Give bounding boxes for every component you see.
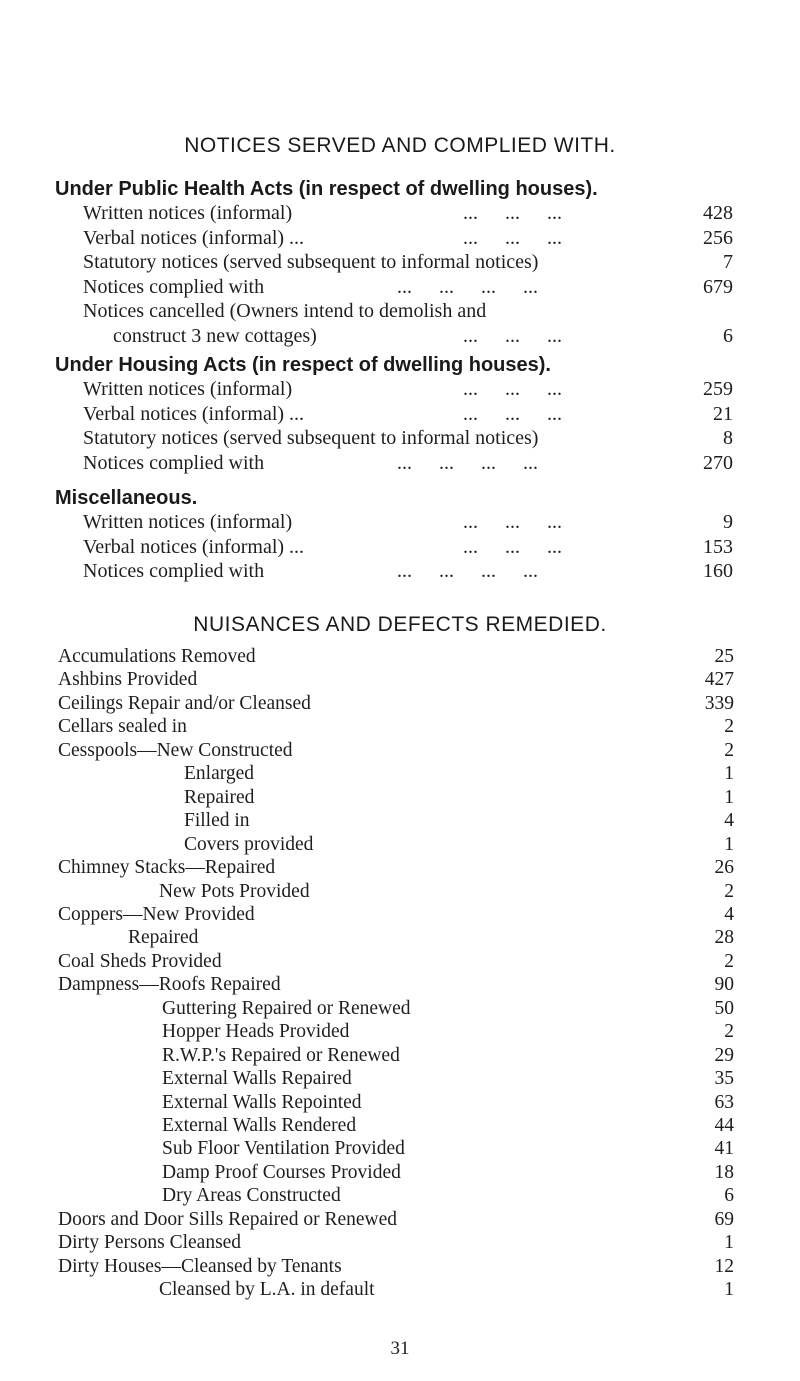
nuisance-row <box>58 973 734 996</box>
nuisance-value: 44 <box>714 1115 734 1136</box>
section-title-miscellaneous: Miscellaneous. <box>55 487 198 509</box>
notice-value: 270 <box>703 451 733 474</box>
notice-value: 8 <box>723 427 733 449</box>
page-number: 31 <box>390 1338 410 1359</box>
nuisance-label: Coppers—New Provided <box>58 903 255 925</box>
notice-label: Verbal notices (informal) ... <box>83 226 305 249</box>
dot-leader: ... ... ... <box>463 378 562 400</box>
nuisance-label: Sub Floor Ventilation Provided <box>162 1138 405 1160</box>
nuisance-row <box>58 1114 734 1137</box>
nuisance-label: Cellars sealed in <box>58 716 187 738</box>
nuisance-value: 2 <box>724 716 734 738</box>
notice-value: 160 <box>703 560 733 582</box>
notice-value: 21 <box>713 402 733 425</box>
nuisance-value: 339 <box>704 692 734 714</box>
notice-value: 7 <box>723 251 733 273</box>
nuisance-row <box>58 1278 734 1301</box>
notice-label: Notices complied with <box>83 560 265 582</box>
notice-value: 153 <box>703 535 733 558</box>
nuisance-label: Covers provided <box>184 833 314 855</box>
nuisance-row <box>58 926 734 949</box>
nuisance-row <box>58 903 734 926</box>
notice-value: 259 <box>703 378 733 400</box>
notice-row <box>83 299 733 323</box>
nuisance-value: 50 <box>714 997 734 1019</box>
nuisance-value: 25 <box>714 646 734 667</box>
nuisance-label: Enlarged <box>184 763 255 785</box>
nuisance-value: 427 <box>704 669 734 691</box>
dot-leader: ... ... ... <box>463 402 562 425</box>
nuisance-label: R.W.P.'s Repaired or Renewed <box>162 1044 400 1066</box>
notice-row <box>113 324 733 348</box>
nuisance-value: 12 <box>714 1255 734 1277</box>
nuisance-label: Cesspools—New Constructed <box>58 739 293 761</box>
dot-leader: ... ... ... ... <box>397 275 538 298</box>
nuisance-row <box>58 880 734 903</box>
nuisance-label: Guttering Repaired or Renewed <box>162 997 411 1019</box>
nuisance-value: 2 <box>724 1021 734 1043</box>
nuisance-label: Chimney Stacks—Repaired <box>58 857 276 879</box>
nuisance-row <box>58 1184 734 1207</box>
nuisance-value: 18 <box>714 1161 734 1183</box>
dot-leader: ... ... ... <box>463 324 562 347</box>
nuisance-row <box>58 1255 734 1278</box>
notice-label: Notices cancelled (Owners intend to demolish and <box>83 300 487 322</box>
nuisance-value: 4 <box>724 903 734 925</box>
nuisance-value: 69 <box>714 1208 734 1230</box>
notice-row <box>83 426 733 450</box>
dot-leader: ... ... ... <box>463 535 562 558</box>
nuisance-label: Repaired <box>184 786 255 808</box>
nuisance-label: New Pots Provided <box>159 880 310 902</box>
nuisance-row <box>58 762 734 785</box>
nuisance-label: Doors and Door Sills Repaired or Renewed <box>58 1208 398 1230</box>
nuisance-row <box>58 856 734 879</box>
nuisance-value: 1 <box>724 786 734 808</box>
nuisance-value: 1 <box>724 833 734 855</box>
nuisance-value: 6 <box>724 1185 734 1207</box>
nuisance-value: 29 <box>714 1044 734 1066</box>
nuisance-value: 1 <box>724 1232 734 1254</box>
nuisance-value: 2 <box>724 950 734 972</box>
notice-value: 6 <box>723 324 733 347</box>
dot-leader: ... ... ... ... <box>397 451 538 474</box>
nuisance-label: Cleansed by L.A. in default <box>159 1279 375 1301</box>
nuisance-value: 28 <box>714 927 734 949</box>
nuisance-label: Ceilings Repair and/or Cleansed <box>58 692 311 714</box>
notice-row <box>83 535 733 559</box>
notice-value: 428 <box>703 202 733 224</box>
notice-row <box>83 559 733 583</box>
nuisance-label: External Walls Repaired <box>162 1068 352 1090</box>
section-title-housing: Under Housing Acts (in respect of dwelling houses). <box>55 354 551 376</box>
nuisance-row <box>58 1137 734 1160</box>
section-title-public-health: Under Public Health Acts (in respect of dwelling houses). <box>55 178 598 200</box>
nuisance-row <box>58 950 734 973</box>
notice-row <box>83 451 733 475</box>
nuisance-value: 2 <box>724 880 734 902</box>
notice-label: Written notices (informal) <box>83 202 293 224</box>
nuisance-row <box>58 1020 734 1043</box>
nuisance-row <box>58 1208 734 1231</box>
nuisance-row <box>58 692 734 715</box>
nuisance-row <box>58 1067 734 1090</box>
nuisance-label: Hopper Heads Provided <box>162 1021 350 1043</box>
nuisance-label: External Walls Rendered <box>162 1115 357 1136</box>
nuisance-row <box>58 1231 734 1254</box>
nuisance-label: Ashbins Provided <box>58 669 198 691</box>
nuisance-value: 2 <box>724 739 734 761</box>
dot-leader: ... ... ... <box>463 202 562 224</box>
notice-row <box>83 201 733 225</box>
nuisance-label: Dry Areas Constructed <box>162 1185 341 1207</box>
notice-label: Notices complied with <box>83 275 265 298</box>
nuisance-value: 63 <box>714 1091 734 1113</box>
dot-leader: ... ... ... <box>463 511 562 533</box>
nuisance-row <box>58 715 734 738</box>
nuisance-label: Accumulations Removed <box>58 646 256 667</box>
nuisance-label: Repaired <box>128 927 199 949</box>
notice-label: Statutory notices (served subsequent to informal notices) <box>83 427 539 449</box>
nuisance-label: Damp Proof Courses Provided <box>162 1161 401 1183</box>
notice-row <box>83 510 733 534</box>
nuisance-value: 90 <box>714 974 734 996</box>
nuisance-label: Coal Sheds Provided <box>58 950 222 972</box>
notice-value: 679 <box>703 275 733 298</box>
nuisance-row <box>58 739 734 762</box>
notice-label: construct 3 new cottages) <box>113 324 317 347</box>
nuisance-label: Dirty Persons Cleansed <box>58 1232 242 1254</box>
dot-leader: ... ... ... <box>463 226 562 249</box>
nuisance-row <box>58 786 734 809</box>
heading-nuisances: NUISANCES AND DEFECTS REMEDIED. <box>193 613 607 636</box>
notice-label: Verbal notices (informal) ... <box>83 402 305 425</box>
nuisance-row <box>58 997 734 1020</box>
nuisance-row <box>58 1091 734 1114</box>
nuisance-value: 26 <box>714 857 734 879</box>
notice-label: Verbal notices (informal) ... <box>83 535 305 558</box>
notice-row <box>83 226 733 250</box>
nuisance-value: 41 <box>714 1138 734 1160</box>
notice-label: Notices complied with <box>83 451 265 474</box>
notice-value: 9 <box>723 511 733 533</box>
nuisance-row <box>58 1161 734 1184</box>
nuisance-row <box>58 1044 734 1067</box>
nuisance-value: 1 <box>724 763 734 785</box>
nuisance-value: 4 <box>724 810 734 832</box>
heading-notices: NOTICES SERVED AND COMPLIED WITH. <box>184 134 616 157</box>
nuisance-row <box>58 809 734 832</box>
notice-row <box>83 250 733 274</box>
dot-leader: ... ... ... ... <box>397 560 538 582</box>
notice-row <box>83 377 733 401</box>
notice-row <box>83 402 733 426</box>
nuisance-label: Dirty Houses—Cleansed by Tenants <box>58 1255 342 1277</box>
notice-label: Statutory notices (served subsequent to informal notices) <box>83 251 539 273</box>
nuisance-label: External Walls Repointed <box>162 1091 362 1113</box>
nuisance-label: Filled in <box>184 810 250 832</box>
nuisance-row <box>58 668 734 691</box>
notice-label: Written notices (informal) <box>83 511 293 533</box>
nuisance-label: Dampness—Roofs Repaired <box>58 974 281 996</box>
notice-row <box>83 275 733 299</box>
nuisance-row <box>58 833 734 856</box>
nuisance-value: 35 <box>714 1068 734 1090</box>
nuisance-value: 1 <box>724 1279 734 1301</box>
nuisance-row <box>58 645 734 668</box>
notice-label: Written notices (informal) <box>83 378 293 400</box>
notice-value: 256 <box>703 226 733 249</box>
